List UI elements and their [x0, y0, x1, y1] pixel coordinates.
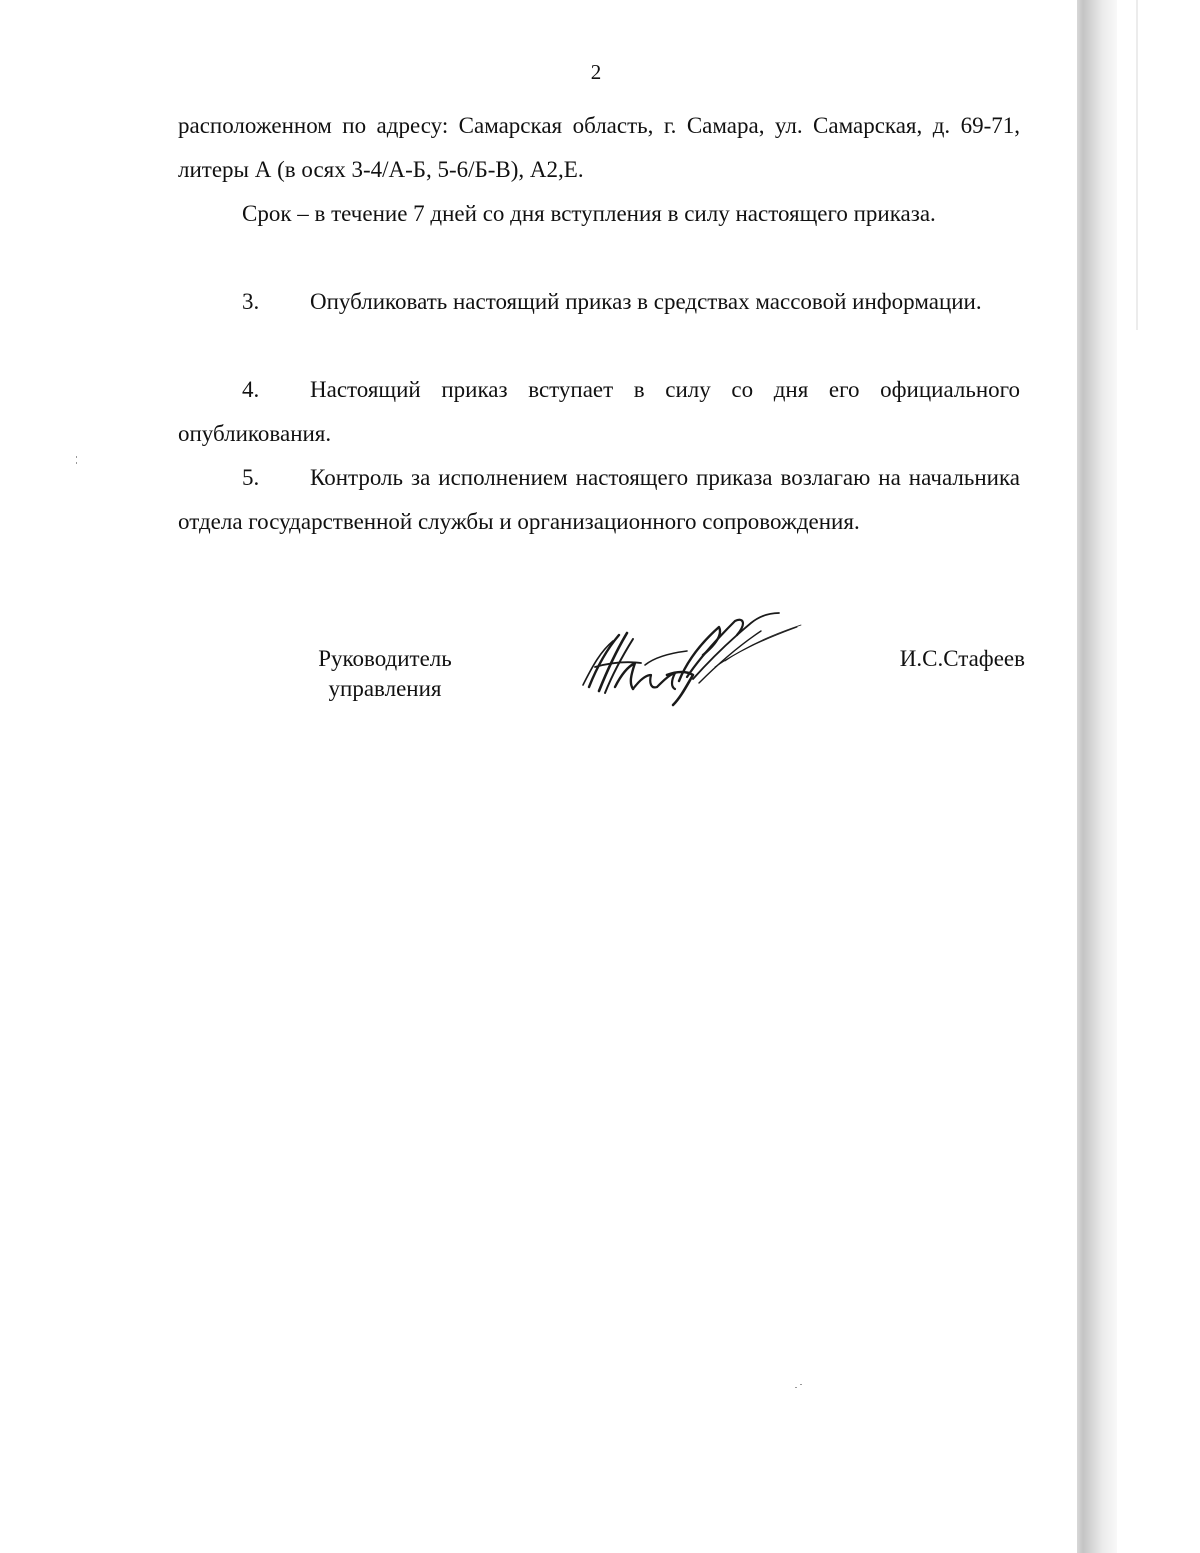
scan-edge-line [1136, 0, 1138, 330]
paragraph-item-4 [178, 368, 1020, 456]
paragraph-address-text: расположенном по адресу: Самарская область, г. Самара, ул. Самарская, д. 69-71, литеры А (в осях 3-4/А-Б, 5-6/Б-В), А2,Е. [178, 113, 1020, 182]
item-text: Настоящий приказ вступает в силу со дня его официального опубликования. [178, 377, 1020, 446]
paragraph-deadline-text: Срок – в течение 7 дней со дня вступления в силу настоящего приказа. [242, 201, 936, 226]
scan-speck [800, 1384, 802, 1385]
scan-edge-shadow [1077, 0, 1117, 1553]
paragraph-address [178, 104, 1020, 192]
paragraph-deadline [178, 192, 1020, 236]
scan-speck [76, 462, 77, 464]
item-text: Опубликовать настоящий приказ в средствах массовой информации. [310, 289, 982, 314]
item-number: 4. [242, 377, 260, 402]
item-number: 3. [242, 289, 260, 314]
item-text: Контроль за исполнением настоящего приказа возлагаю на начальника отдела государственной службы и организационного сопровождения. [178, 465, 1020, 534]
signatory-title-line-1: Руководитель [318, 646, 452, 671]
signatory-title [290, 644, 480, 704]
paragraph-item-3 [178, 280, 1020, 324]
handwritten-signature-icon [575, 605, 805, 710]
page-number: 2 [590, 60, 602, 84]
scan-speck [76, 456, 77, 458]
signatory-title-line-2: управления [328, 676, 442, 701]
paragraph-item-5 [178, 456, 1020, 544]
signatory-name: И.С.Стафеев [899, 646, 1025, 671]
scan-speck [795, 1387, 797, 1388]
item-number: 5. [242, 465, 260, 490]
